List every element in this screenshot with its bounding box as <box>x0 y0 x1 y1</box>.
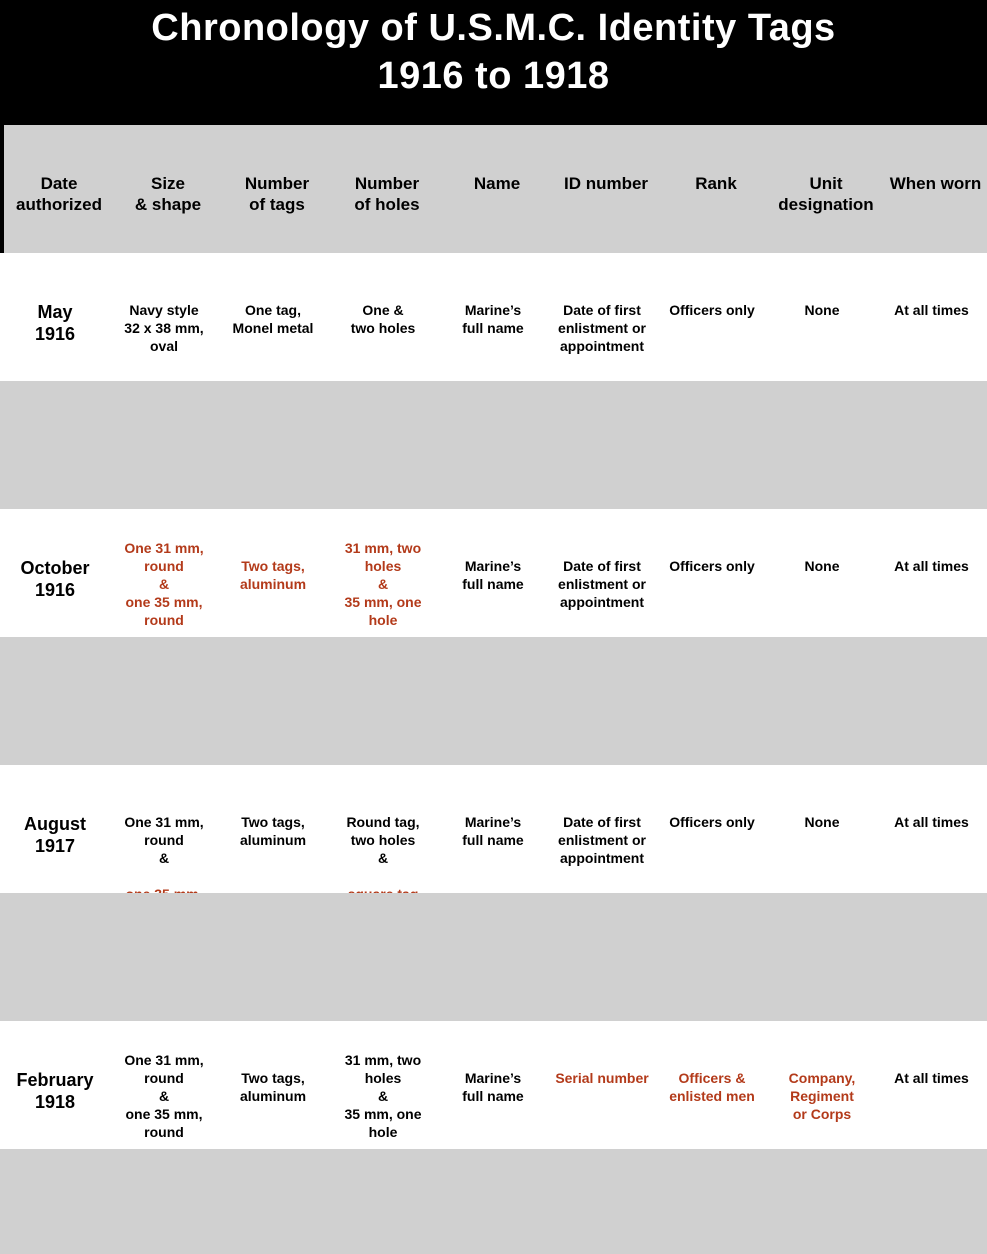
row-id: Date of first enlistment or appointment <box>558 302 646 354</box>
header-unit: Unit designation <box>778 174 874 214</box>
row-id: Date of first enlistment or appointment <box>558 558 646 610</box>
row-unit: None <box>804 302 840 318</box>
row-date: May 1916 <box>34 302 76 344</box>
row-name: Marine’s full name <box>462 1070 524 1104</box>
row-spacer <box>0 637 987 765</box>
row-size: One 31 mm, round & one 35 mm, round <box>124 1052 204 1140</box>
row-size-part-a: One 31 mm, round & <box>124 814 204 866</box>
row-spacer <box>0 893 987 1021</box>
row-rank: Officers & enlisted men <box>669 1070 755 1104</box>
row-tags: Two tags, aluminum <box>239 1070 307 1104</box>
header-rank: Rank <box>695 174 737 193</box>
table-row <box>0 509 987 637</box>
row-worn: At all times <box>894 302 969 318</box>
row-size: One 31 mm, round & one 35 mm, round <box>124 540 204 628</box>
header-tags: Number of tags <box>244 174 310 214</box>
row-holes: One & two holes <box>350 302 416 336</box>
row-spacer <box>0 1149 987 1254</box>
row-unit: None <box>804 814 840 830</box>
row-id: Serial number <box>555 1070 649 1086</box>
row-name: Marine’s full name <box>462 302 524 336</box>
row-size: Navy style 32 x 38 mm, oval <box>124 302 204 354</box>
row-worn: At all times <box>894 1070 969 1086</box>
header-date: Date authorized <box>16 174 102 214</box>
header-size: Size & shape <box>134 174 202 214</box>
row-worn: At all times <box>894 558 969 574</box>
page-subtitle: 1916 to 1918 <box>377 55 610 97</box>
row-unit: None <box>804 558 840 574</box>
header-holes: Number of holes <box>354 174 420 214</box>
header-worn: When worn <box>889 174 982 193</box>
row-spacer <box>0 381 987 509</box>
row-rank: Officers only <box>669 302 755 318</box>
row-tags: Two tags, aluminum <box>239 558 307 592</box>
row-rank: Officers only <box>669 814 755 830</box>
row-name: Marine’s full name <box>462 814 524 848</box>
row-date: February 1918 <box>16 1070 94 1112</box>
row-unit: Company, Regiment or Corps <box>788 1070 856 1122</box>
title-bar <box>0 0 987 125</box>
row-holes: 31 mm, two holes & 35 mm, one hole <box>344 1052 422 1140</box>
row-date: October 1916 <box>20 558 90 600</box>
row-tags: One tag, Monel metal <box>232 302 314 336</box>
row-worn: At all times <box>894 814 969 830</box>
table-row <box>0 253 987 381</box>
header-name: Name <box>473 174 521 193</box>
row-name: Marine’s full name <box>462 558 524 592</box>
table-row <box>0 1021 987 1149</box>
row-tags: Two tags, aluminum <box>239 814 307 848</box>
row-id: Date of first enlistment or appointment <box>558 814 646 866</box>
row-rank: Officers only <box>669 558 755 574</box>
row-date: August 1917 <box>24 814 86 856</box>
table-header <box>0 125 987 253</box>
table-row <box>0 765 987 893</box>
page-title: Chronology of U.S.M.C. Identity Tags <box>151 7 836 49</box>
header-id: ID number <box>563 174 649 193</box>
row-holes-part-a: Round tag, two holes & <box>346 814 420 866</box>
row-holes: 31 mm, two holes & 35 mm, one hole <box>344 540 422 628</box>
